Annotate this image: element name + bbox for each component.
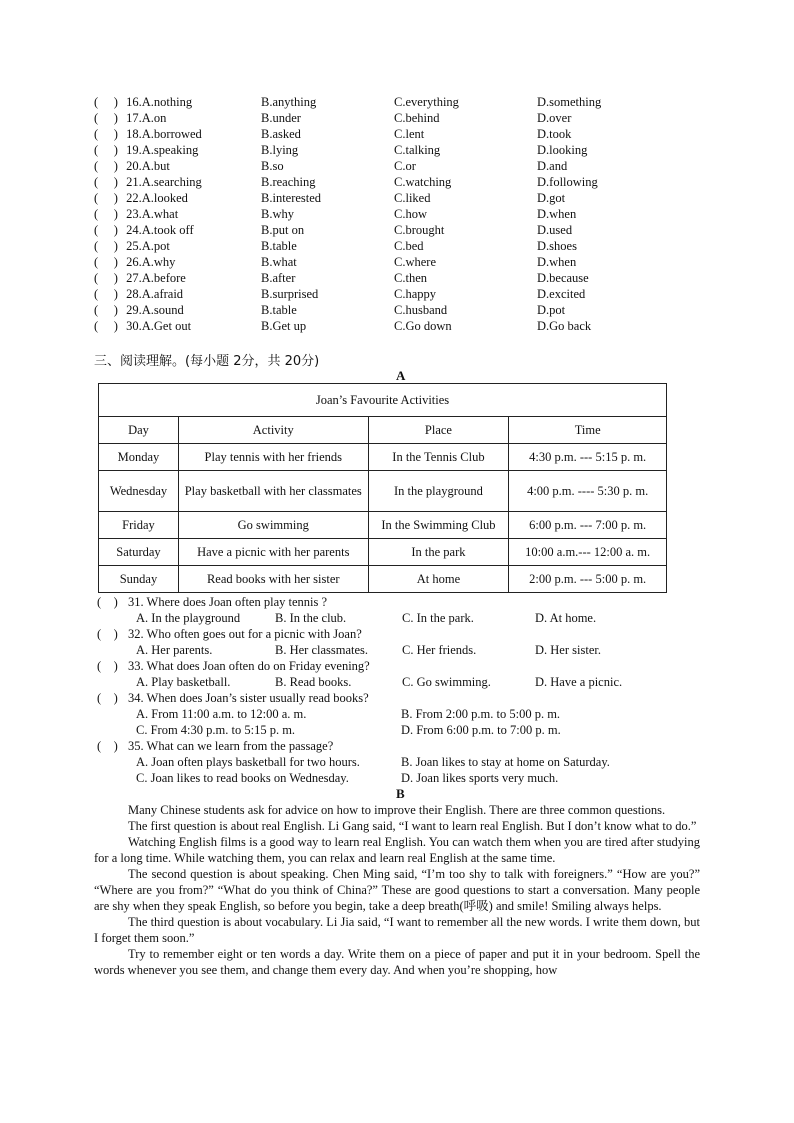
question-options: A. Play basketball. B. Read books. C. Go swimming. D. Have a picnic.: [136, 675, 623, 689]
cell-time: 4:30 p.m. --- 5:15 p. m.: [509, 444, 667, 471]
passage-paragraph: Many Chinese students ask for advice on how to improve their English. There are three common questions.: [128, 803, 666, 817]
cell-time: 6:00 p.m. --- 7:00 p. m.: [509, 512, 667, 539]
cloze-row: ( ) 18.A.borrowed B.asked C.lent D.took: [94, 127, 572, 141]
table-row: [99, 471, 667, 512]
table-row: [99, 444, 667, 471]
cloze-row: ( ) 26.A.why B.what C.where D.when: [94, 255, 577, 269]
cloze-row: ( ) 22.A.looked B.interested C.liked D.got: [94, 191, 566, 205]
table-row: [99, 539, 667, 566]
cloze-row: ( ) 23.A.what B.why C.how D.when: [94, 207, 577, 221]
cloze-options: [94, 94, 714, 334]
cloze-row: ( ) 25.A.pot B.table C.bed D.shoes: [94, 239, 577, 253]
cell-activity: Have a picnic with her parents: [178, 539, 368, 566]
question-stem: ( ) 34. When does Joan’s sister usually read books?: [97, 691, 369, 705]
passage-paragraph: Try to remember eight or ten words a day. Write them on a piece of paper and put it in your bedroom. Spell the words whenever you see them, and change them every day. And when you’re shopping, how: [94, 947, 700, 977]
cloze-row: ( ) 30.A.Get out B.Get up C.Go down D.Go back: [94, 319, 592, 333]
header-day: Day: [99, 417, 179, 444]
cell-time: 4:00 p.m. ---- 5:30 p. m.: [509, 471, 667, 512]
cell-place: In the park: [368, 539, 509, 566]
cell-place: In the Swimming Club: [368, 512, 509, 539]
cell-activity: Go swimming: [178, 512, 368, 539]
cell-place: In the Tennis Club: [368, 444, 509, 471]
header-activity: Activity: [178, 417, 368, 444]
question-options: C. Joan likes to read books on Wednesday. D. Joan likes sports very much.: [136, 771, 559, 785]
cell-day: Sunday: [99, 566, 179, 593]
passage-paragraph: The first question is about real English. Li Gang said, “I want to learn real English. But I don’t know what to do.”: [128, 819, 697, 833]
table-header-row: [99, 417, 667, 444]
cloze-row: ( ) 28.A.afraid B.surprised C.happy D.excited: [94, 287, 586, 301]
question-options: A. From 11:00 a.m. to 12:00 a. m. B. From 2:00 p.m. to 5:00 p. m.: [136, 707, 561, 721]
cell-day: Friday: [99, 512, 179, 539]
question-stem: ( ) 31. Where does Joan often play tennis ?: [97, 595, 328, 609]
passage-paragraph: Watching English films is a good way to learn real English. You can watch them when you are tired after studying for a long time. While watching them, you can relax and learn real English at the same time.: [94, 835, 700, 865]
question-stem: ( ) 33. What does Joan often do on Friday evening?: [97, 659, 370, 673]
question-options: A. Joan often plays basketball for two hours. B. Joan likes to stay at home on Saturday.: [136, 755, 610, 769]
passage-paragraph: The third question is about vocabulary. Li Jia said, “I want to remember all the new words. I write them down, but I forget them soon.”: [94, 915, 700, 945]
cell-day: Wednesday: [99, 471, 179, 512]
question-options: A. Her parents. B. Her classmates. C. Her friends. D. Her sister.: [136, 643, 601, 657]
activities-table: [98, 383, 667, 593]
cell-time: 2:00 p.m. --- 5:00 p. m.: [509, 566, 667, 593]
part-b-label: B: [396, 786, 405, 801]
cell-activity: Play tennis with her friends: [178, 444, 368, 471]
header-time: Time: [509, 417, 667, 444]
cell-day: Saturday: [99, 539, 179, 566]
reading-passage: [94, 802, 700, 978]
question-options: C. From 4:30 p.m. to 5:15 p. m. D. From 6:00 p.m. to 7:00 p. m.: [136, 723, 561, 737]
table-row: [99, 566, 667, 593]
cell-day: Monday: [99, 444, 179, 471]
reading-questions: [97, 594, 707, 786]
cloze-row: ( ) 21.A.searching B.reaching C.watching D.following: [94, 175, 598, 189]
cloze-row: ( ) 29.A.sound B.table C.husband D.pot: [94, 303, 566, 317]
cloze-row: ( ) 17.A.on B.under C.behind D.over: [94, 111, 572, 125]
cloze-row: ( ) 20.A.but B.so C.or D.and: [94, 159, 568, 173]
cloze-row: ( ) 16.A.nothing B.anything C.everything D.something: [94, 95, 602, 109]
part-a-label: A: [396, 368, 406, 383]
header-place: Place: [368, 417, 509, 444]
cloze-row: ( ) 24.A.took off B.put on C.brought D.used: [94, 223, 573, 237]
cloze-row: ( ) 27.A.before B.after C.then D.because: [94, 271, 589, 285]
cell-place: In the playground: [368, 471, 509, 512]
table-title-row: [99, 384, 667, 417]
cell-activity: Read books with her sister: [178, 566, 368, 593]
cell-activity: Play basketball with her classmates: [178, 471, 368, 512]
question-stem: ( ) 32. Who often goes out for a picnic with Joan?: [97, 627, 362, 641]
question-stem: ( ) 35. What can we learn from the passage?: [97, 739, 334, 753]
cloze-row: ( ) 19.A.speaking B.lying C.talking D.looking: [94, 143, 588, 157]
passage-paragraph: The second question is about speaking. Chen Ming said, “I’m too shy to talk with foreigners.” “How are you?” “Where are you from?” “What do you think of China?” These are good questions to start a conversation. Many people are shy when they speak English, so before you begin, take a deep breath(呼吸) and smile! Smiling always helps.: [94, 867, 700, 913]
cell-time: 10:00 a.m.--- 12:00 a. m.: [509, 539, 667, 566]
table-title: Joan’s Favourite Activities: [99, 384, 667, 417]
cell-place: At home: [368, 566, 509, 593]
table-row: [99, 512, 667, 539]
question-options: A. In the playground B. In the club. C. In the park. D. At home.: [136, 611, 597, 625]
section-title: 三、阅读理解。(每小题 2分，共 20分): [94, 354, 320, 369]
